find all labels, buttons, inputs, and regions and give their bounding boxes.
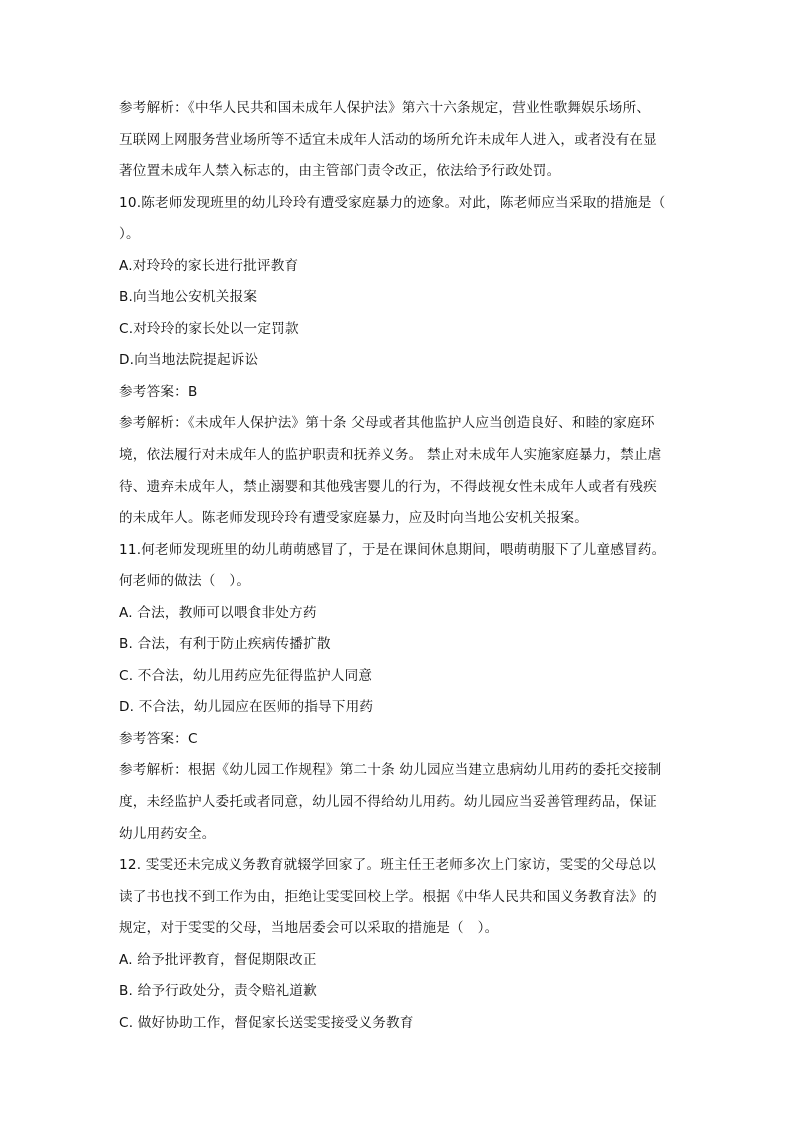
text-line: 11.何老师发现班里的幼儿萌萌感冒了，于是在课间休息期间，喂萌萌服下了儿童感冒药。 [119,541,666,558]
text-line: 参考解析：《中华人民共和国未成年人保护法》第六十六条规定，营业性歌舞娱乐场所、 [119,100,651,116]
text-line: 参考解析：根据《幼儿园工作规程》第二十条 幼儿园应当建立患病幼儿用药的委托交接制 [119,762,662,779]
text-line: A.对玲玲的家长进行批评教育 [119,257,299,274]
text-line: C.对玲玲的家长处以一定罚款 [119,320,299,337]
text-line: D.向当地法院提起诉讼 [119,352,259,369]
text-line: A. 合法，教师可以喂食非处方药 [119,604,317,621]
text-line: 参考答案：C [119,730,198,747]
text-line: 参考答案：B [119,383,198,400]
text-line: 10.陈老师发现班里的幼儿玲玲有遭受家庭暴力的迹象。对此，陈老师应当采取的措施是（ [119,194,666,211]
text-line: 互联网上网服务营业场所等不适宜未成年人活动的场所允许未成年人进入，或者没有在显 [119,131,657,148]
text-line: 的未成年人。陈老师发现玲玲有遭受家庭暴力，应及时向当地公安机关报案。 [119,510,588,527]
text-line: ）。 [119,226,140,243]
text-line: 12. 雯雯还未完成义务教育就辍学回家了。班主任王老师多次上门家访，雯雯的父母总以 [119,857,657,874]
text-line: 规定，对于雯雯的父母，当地居委会可以采取的措施是（ ）。 [119,920,499,937]
text-line: B. 给予行政处分，责令赔礼道歉 [119,983,317,1000]
text-line: B. 合法，有利于防止疾病传播扩散 [119,636,331,653]
document-page [119,93,689,1039]
text-line: C. 不合法，幼儿用药应先征得监护人同意 [119,667,373,684]
text-line: C. 做好协助工作，督促家长送雯雯接受义务教育 [119,1014,414,1031]
text-line: 参考解析：《未成年人保护法》第十条 父母或者其他监护人应当创造良好、和睦的家庭环 [119,415,655,432]
text-line: B.向当地公安机关报案 [119,289,258,306]
text-line: 幼儿用药安全。 [119,825,216,842]
text-line: D. 不合法，幼儿园应在医师的指导下用药 [119,699,374,716]
text-line: 著位置未成年人禁入标志的，由主管部门责令改正，依法给予行政处罚。 [119,163,561,180]
text-line: 何老师的做法（ ）。 [119,573,251,590]
text-line: 境，依法履行对未成年人的监护职责和抚养义务。 禁止对未成年人实施家庭暴力，禁止虐 [119,447,662,464]
text-line: 读了书也找不到工作为由，拒绝让雯雯回校上学。根据《中华人民共和国义务教育法》的 [119,888,657,905]
text-line: 待、遗弃未成年人，禁止溺婴和其他残害婴儿的行为，不得歧视女性未成年人或者有残疾 [119,478,657,495]
text-line: A. 给予批评教育，督促期限改正 [119,951,317,968]
text-line: 度，未经监护人委托或者同意，幼儿园不得给幼儿用药。幼儿园应当妥善管理药品，保证 [119,794,657,811]
